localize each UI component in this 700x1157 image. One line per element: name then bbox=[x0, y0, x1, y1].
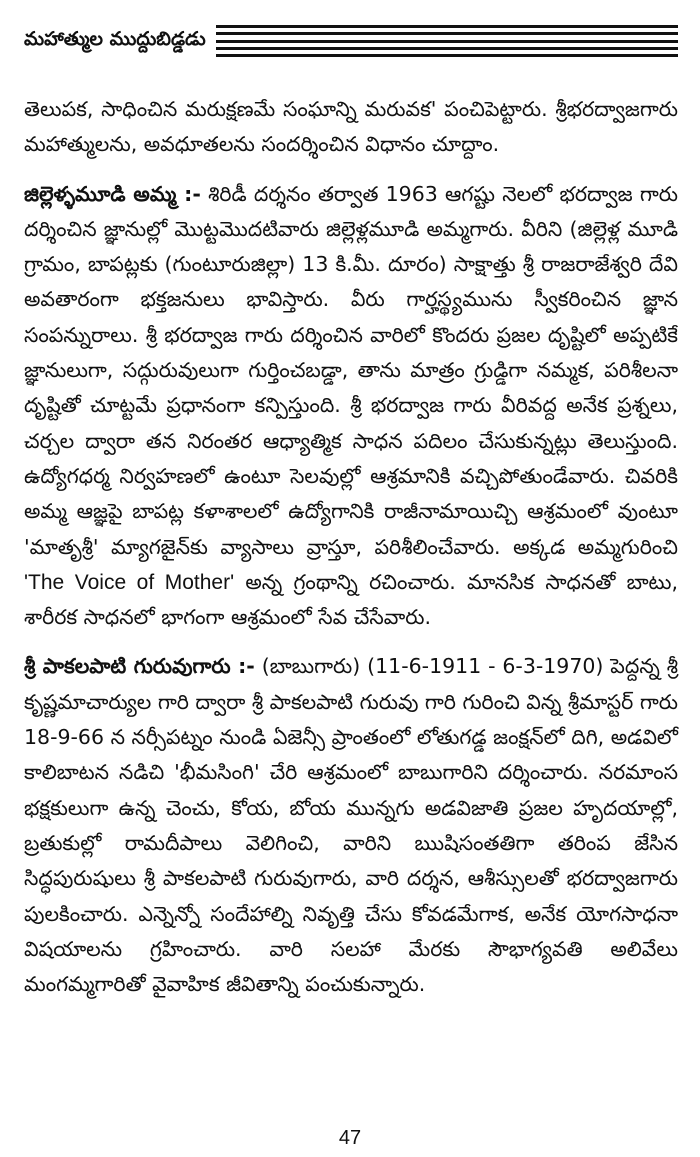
running-header bbox=[24, 24, 678, 58]
page-body bbox=[24, 92, 678, 1002]
header-rule-line bbox=[216, 25, 678, 28]
header-rule-line bbox=[216, 32, 678, 35]
page-number: 47 bbox=[338, 1127, 362, 1149]
section-heading-jillellamudi-amma: జిల్లెళ్ళమూడి అమ్మ :- bbox=[24, 181, 201, 206]
header-rule-line bbox=[216, 54, 678, 57]
paragraph-text: తెలుపక, సాధించిన మరుక్షణమే సంఘాన్ని మరువక' పంచిపెట్టారు. శ్రీభరద్వాజగారు మహాత్ములను, అవధూతలను సందర్శించిన విధానం చూద్దాం. bbox=[24, 97, 678, 157]
header-rule-lines bbox=[216, 25, 678, 57]
paragraph-text: (బాబుగారు) (11-6-1911 - 6-3-1970) పెద్దన్న శ్రీ కృష్ణమాచార్యుల గారి ద్వారా శ్రీ పాకలపాటి గురువు గారి గురించి విన్న శ్రీమాస్టర్ గారు 18-9-66 న నర్సీపట్నం నుండి ఏజెన్సీ ప్రాంతంలో లోతుగడ్డ జంక్షన్‌లో దిగి, అడవిలో కాలిబాటన నడిచి 'భీమసింగి' చేరి ఆశ్రమంలో బాబుగారిని దర్శించారు. నరమాంస భక్షకులుగా ఉన్న చెంచు, కోయ, బోయ మున్నగు అడవిజాతి ప్రజల హృదయాల్లో, బ్రతుకుల్లో రామదీపాలు వెలిగించి, వారిని ఋషిసంతతిగా తరింప జేసిన సిద్ధపురుషులు శ్రీ పాకలపాటి గురువుగారు, వారి దర్శన, ఆశీస్సులతో భరద్వాజగారు పులకించారు. ఎన్నెన్నో సందేహాల్ని నివృత్తి చేసు కోవడమేగాక, అనేక యోగసాధనా విషయాలను గ్రహించారు. వారి సలహా మేరకు సౌభాగ్యవతి అలివేలు మంగమ్మగారితో వైవాహిక జీవితాన్ని పంచుకున్నారు. bbox=[24, 654, 678, 997]
paragraph-intro bbox=[24, 92, 678, 163]
running-header-title: మహాత్ముల ముద్దుబిడ్డడు bbox=[24, 27, 206, 50]
paragraph-jillellamudi-amma bbox=[24, 177, 678, 636]
header-rule-line bbox=[216, 40, 678, 43]
section-heading-pakalapati-guruvu: శ్రీ పాకలపాటి గురువుగారు :- bbox=[24, 654, 255, 679]
book-title-english: 'The Voice of Mother' bbox=[24, 570, 235, 594]
paragraph-text-continued: అన్న గ్రంథాన్ని రచించారు. మానసిక సాధనతో బాటు, శారీరక సాధనలో భాగంగా ఆశ్రమంలో సేవ చేసేవారు. bbox=[24, 569, 678, 630]
paragraph-text: శిరిడీ దర్శనం తర్వాత 1963 ఆగష్టు నెలలో భరద్వాజ గారు దర్శించిన జ్ఞానుల్లో మొట్టమొదటివారు జిల్లెళ్లమూడి అమ్మగారు. వీరిని (జిల్లెళ్ల మూడి గ్రామం, బాపట్లకు (గుంటూరుజిల్లా) 13 కి.మీ. దూరం) సాక్షాత్తు శ్రీ రాజరాజేశ్వరి దేవి అవతారంగా భక్తజనులు భావిస్తారు. వీరు గార్హస్థ్యమును స్వీకరించిన జ్ఞాన సంపన్నురాలు. శ్రీ భరద్వాజ గారు దర్శించిన వారిలో కొందరు ప్రజల దృష్టిలో అప్పటికే జ్ఞానులుగా, సద్గురువులుగా గుర్తించబడ్డా, తాను మాత్రం గ్రుడ్డిగా నమ్మక, పరిశీలనా దృష్టితో చూట్టమే ప్రధానంగా కన్పిస్తుంది. శ్రీ భరద్వాజ గారు వీరివద్ద అనేక ప్రశ్నలు, చర్చల ద్వారా తన నిరంతర ఆధ్యాత్మిక సాధన పదిలం చేసుకున్నట్లు తెలుస్తుంది. ఉద్యోగధర్మ నిర్వహణలో ఉంటూ సెలవుల్లో ఆశ్రమానికి వచ్చిపోతుండేవారు. చివరికి అమ్మ ఆజ్ఞపై బాపట్ల కళాశాలలో ఉద్యోగానికి రాజీనామాయిచ్చి ఆశ్రమంలో వుంటూ 'మాతృశ్రీ' మ్యాగజైన్‌కు వ్యాసాలు వ్రాస్తూ, పరిశీలించేవారు. అక్కడ అమ్మగురించి bbox=[24, 181, 678, 559]
paragraph-pakalapati-guruvu bbox=[24, 649, 678, 1002]
header-rule-line bbox=[216, 47, 678, 50]
